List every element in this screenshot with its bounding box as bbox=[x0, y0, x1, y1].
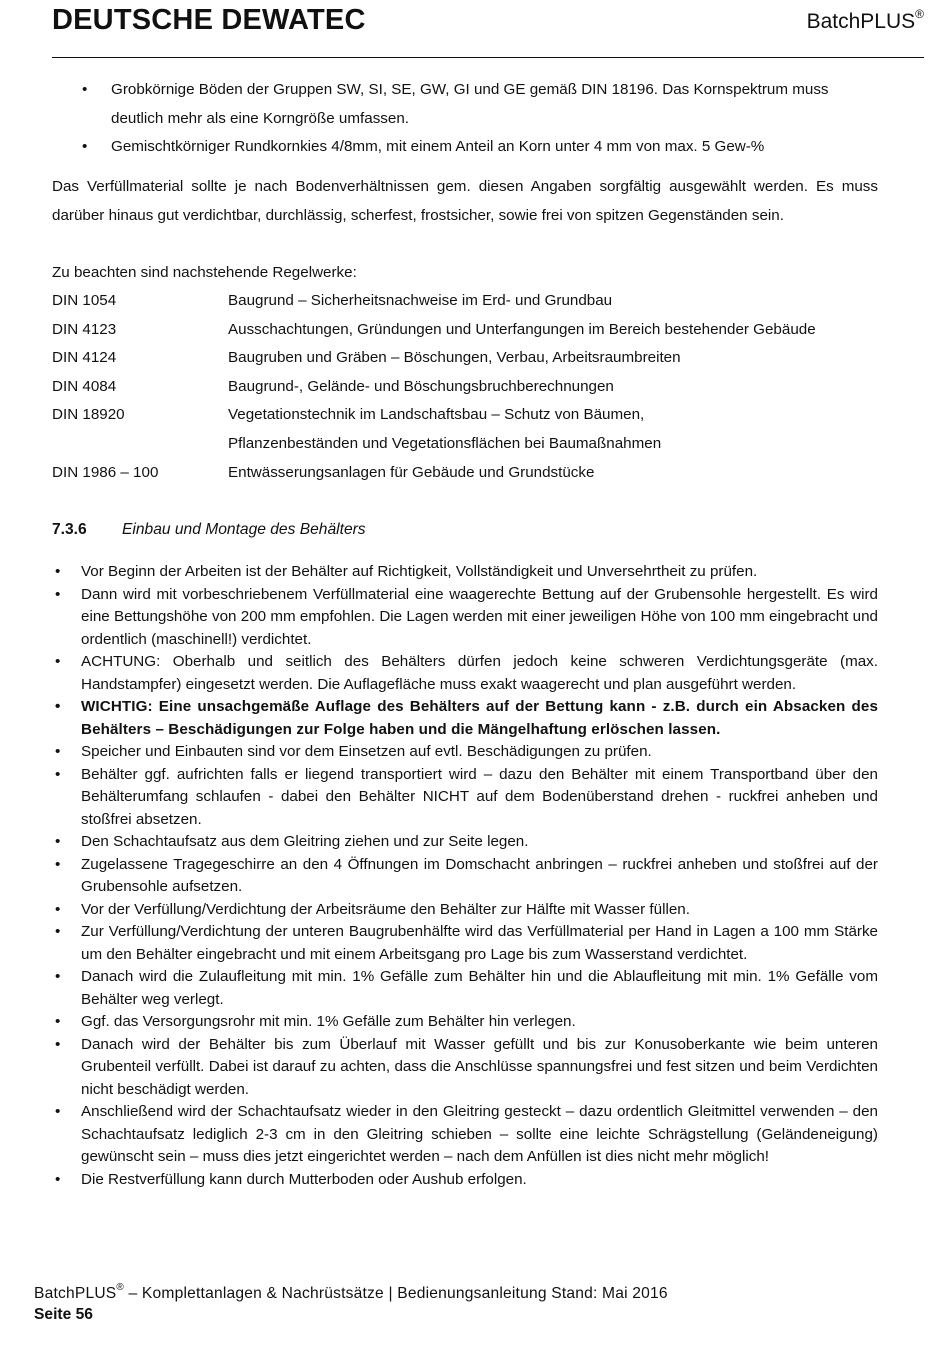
norm-row bbox=[52, 287, 882, 316]
section-heading bbox=[52, 521, 366, 539]
list-item: • ACHTUNG: Oberhalb und seitlich des Behälters dürfen jedoch keine schweren Verdichtungsgeräte (max. Handstampfer) eingesetzt werden. Die Auflagefläche muss exakt waagerecht und plan ausgeführt werden. bbox=[52, 651, 878, 696]
registered-mark: ® bbox=[915, 7, 924, 21]
page-number: Seite 56 bbox=[34, 1306, 93, 1324]
page-header bbox=[52, 0, 924, 58]
norms-table bbox=[52, 287, 882, 487]
list-item: • Danach wird die Zulaufleitung mit min. 1% Gefälle zum Behälter hin und die Ablaufleitung mit min. 1% Gefälle vom Behälter weg verlegt. bbox=[52, 966, 878, 1011]
list-item: • Speicher und Einbauten sind vor dem Einsetzen auf evtl. Beschädigungen zu prüfen. bbox=[52, 741, 878, 764]
norm-row bbox=[52, 344, 882, 373]
list-item: • Grobkörnige Böden der Gruppen SW, SI, SE, GW, GI und GE gemäß DIN 18196. Das Kornspektrum muss deutlich mehr als eine Korngröße umfassen. bbox=[52, 76, 880, 133]
footer-product: BatchPLUS bbox=[34, 1285, 117, 1303]
norm-description: Vegetationstechnik im Landschaftsbau – Schutz von Bäumen, Pflanzenbeständen und Vegetationsflächen bei Baumaßnahmen bbox=[228, 406, 662, 452]
norm-code: DIN 4124 bbox=[52, 349, 117, 367]
section-number: 7.3.6 bbox=[52, 521, 87, 538]
list-item: • Zur Verfüllung/Verdichtung der unteren Baugrubenhälfte wird das Verfüllmaterial per Hand in Lagen a 100 mm Stärke um den Behälter eingebracht und mit einem Arbeitsgang pro Lage bis zum Wasserstand verdichtet. bbox=[52, 921, 878, 966]
installation-steps-list bbox=[52, 561, 878, 1191]
company-name: DEUTSCHE DEWATEC bbox=[52, 4, 366, 36]
product-name-text: BatchPLUS bbox=[806, 10, 916, 33]
norm-row bbox=[52, 316, 882, 345]
list-item: • Danach wird der Behälter bis zum Überlauf mit Wasser gefüllt und bis zur Konusoberkante wie beim unteren Grubenteil verfüllt. Dabei ist darauf zu achten, dass die Anschlüsse spannungsfrei und fest sitzen und beim Verdichten nicht beschädigt werden. bbox=[52, 1034, 878, 1102]
list-item: • Behälter ggf. aufrichten falls er liegend transportiert wird – dazu den Behälter mit einem Transportband über den Behälterumfang schlaufen - dabei den Behälter NICHT auf dem Bodenüberstand drehen - ruckfrei anheben und stoßfrei absetzen. bbox=[52, 764, 878, 832]
warning-list-item: • WICHTIG: Eine unsachgemäße Auflage des Behälters auf der Bettung kann - z.B. durch ein Absacken des Behälters – Beschädigungen zur Folge haben und die Mängelhaftung erlöschen lassen. bbox=[52, 696, 878, 741]
list-item: • Anschließend wird der Schachtaufsatz wieder in den Gleitring gesteckt – dazu ordentlich Gleitmittel verwenden – den Schachtaufsatz lediglich 2-3 cm in den Gleitring schieben – sollte eine leichte Schrägstellung (Geländeneigung) gewünscht sein – muss dies jetzt eingerichtet werden – nach dem Anfüllen ist dies nicht mehr möglich! bbox=[52, 1101, 878, 1169]
product-name bbox=[807, 9, 924, 34]
backfill-material-list bbox=[52, 76, 880, 162]
norm-description: Baugrund – Sicherheitsnachweise im Erd- und Grundbau bbox=[228, 292, 613, 309]
norm-description: Ausschachtungen, Gründungen und Unterfangungen im Bereich bestehender Gebäude bbox=[228, 320, 816, 338]
footer-document-title: – Komplettanlagen & Nachrüstsätze | Bedienungsanleitung Stand: Mai 2016 bbox=[124, 1285, 668, 1303]
norm-code: DIN 1986 – 100 bbox=[52, 463, 159, 481]
material-paragraph: Das Verfüllmaterial sollte je nach Bodenverhältnissen gem. diesen Angaben sorgfältig ausgewählt werden. Es muss darüber hinaus gut verdichtbar, durchlässig, scherfest, frostsicher, sowie frei von spitzen Gegenständen sein. bbox=[52, 178, 878, 224]
norm-code: DIN 4123 bbox=[52, 320, 117, 338]
section-title: Einbau und Montage des Behälters bbox=[122, 521, 366, 538]
norm-code: DIN 18920 bbox=[52, 406, 125, 424]
norm-row bbox=[52, 373, 882, 402]
list-item: • Den Schachtaufsatz aus dem Gleitring ziehen und zur Seite legen. bbox=[52, 831, 878, 854]
list-item: • Zugelassene Tragegeschirre an den 4 Öffnungen im Domschacht anbringen – ruckfrei anheben und stoßfrei auf der Grubensohle aufsetzen. bbox=[52, 854, 878, 899]
norm-code: DIN 4084 bbox=[52, 377, 117, 395]
norm-row bbox=[52, 459, 882, 488]
list-item: • Vor der Verfüllung/Verdichtung der Arbeitsräume den Behälter zur Hälfte mit Wasser füllen. bbox=[52, 899, 878, 922]
norm-row bbox=[52, 401, 882, 458]
norms-intro: Zu beachten sind nachstehende Regelwerke: bbox=[52, 264, 357, 281]
list-item: • Dann wird mit vorbeschriebenem Verfüllmaterial eine waagerechte Bettung auf der Grubensohle hergestellt. Es wird eine Bettungshöhe von 200 mm empfohlen. Die Lagen werden mit einer jeweiligen Höhe von 100 mm eingebracht und ordentlich (maschinell!) verdichtet. bbox=[52, 584, 878, 652]
list-item: • Ggf. das Versorgungsrohr mit min. 1% Gefälle zum Behälter hin verlegen. bbox=[52, 1011, 878, 1034]
norm-code: DIN 1054 bbox=[52, 292, 117, 309]
registered-mark: ® bbox=[116, 1282, 124, 1293]
norm-description: Baugruben und Gräben – Böschungen, Verbau, Arbeitsraumbreiten bbox=[228, 349, 681, 367]
page-footer bbox=[34, 1280, 914, 1325]
list-item: • Vor Beginn der Arbeiten ist der Behälter auf Richtigkeit, Vollständigkeit und Unversehrtheit zu prüfen. bbox=[52, 561, 878, 584]
norm-description: Baugrund-, Gelände- und Böschungsbruchberechnungen bbox=[228, 377, 614, 395]
list-item: • Die Restverfüllung kann durch Mutterboden oder Aushub erfolgen. bbox=[52, 1169, 878, 1192]
list-item: • Gemischtkörniger Rundkornkies 4/8mm, mit einem Anteil an Korn unter 4 mm von max. 5 Gew-% bbox=[52, 133, 880, 162]
norm-description: Entwässerungsanlagen für Gebäude und Grundstücke bbox=[228, 463, 595, 481]
footer-document-line bbox=[34, 1280, 914, 1304]
